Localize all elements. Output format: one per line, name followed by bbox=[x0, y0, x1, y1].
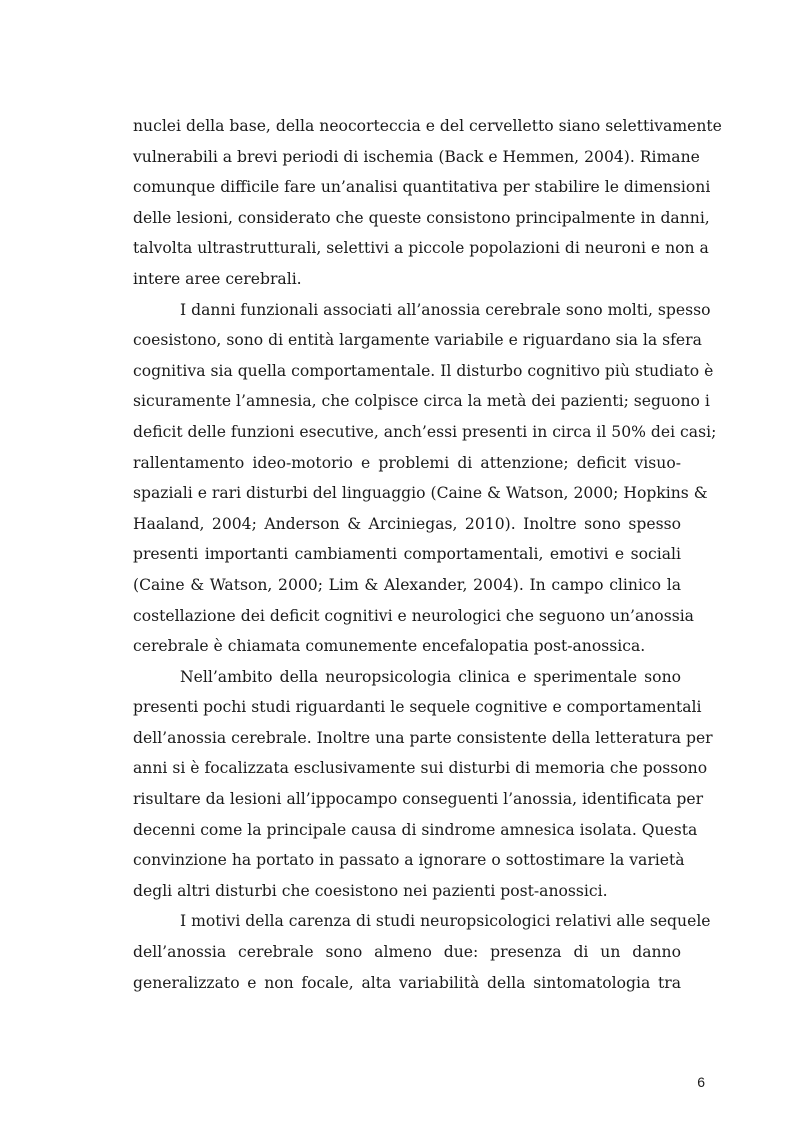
text-line: decenni come la principale causa di sindrome amnesica isolata. Questa bbox=[133, 820, 698, 839]
text-line: degli altri disturbi che coesistono nei pazienti post-anossici. bbox=[133, 881, 608, 900]
text-line: deficit delle funzioni esecutive, anch’essi presenti in circa il 50% dei casi; bbox=[133, 422, 717, 441]
page-number: 6 bbox=[697, 1074, 705, 1090]
text-line: cerebrale è chiamata comunemente encefalopatia post-anossica. bbox=[133, 637, 646, 656]
body-text bbox=[133, 111, 722, 998]
text-line: risultare da lesioni all’ippocampo conseguenti l’anossia, identificata per bbox=[133, 790, 704, 809]
text-line: (Caine & Watson, 2000; Lim & Alexander, 2004). In campo clinico la bbox=[133, 575, 681, 594]
text-line: costellazione dei deficit cognitivi e neurologici che seguono un’anossia bbox=[133, 606, 694, 625]
text-line: I motivi della carenza di studi neuropsicologici relativi alle sequele bbox=[180, 912, 711, 931]
paragraph bbox=[133, 295, 717, 662]
text-line: delle lesioni, considerato che queste consistono principalmente in danni, bbox=[133, 208, 710, 227]
text-line: sicuramente l’amnesia, che colpisce circa la metà dei pazienti; seguono i bbox=[133, 392, 710, 411]
text-line: dell’anossia cerebrale. Inoltre una parte consistente della letteratura per bbox=[133, 728, 713, 747]
text-line: Haaland, 2004; Anderson & Arciniegas, 2010). Inoltre sono spesso bbox=[133, 514, 681, 533]
text-line: generalizzato e non focale, alta variabilità della sintomatologia tra bbox=[133, 973, 681, 992]
text-line: nuclei della base, della neocorteccia e del cervelletto siano selettivamente bbox=[133, 117, 722, 135]
text-line: coesistono, sono di entità largamente variabile e riguardano sia la sfera bbox=[133, 331, 702, 350]
paragraph bbox=[133, 906, 711, 998]
text-line: vulnerabili a brevi periodi di ischemia (Back e Hemmen, 2004). Rimane bbox=[133, 147, 700, 166]
text-line: Nell’ambito della neuropsicologia clinica e sperimentale sono bbox=[180, 667, 681, 686]
text-line: intere aree cerebrali. bbox=[133, 269, 302, 288]
paragraph bbox=[133, 662, 713, 907]
text-line: rallentamento ideo-motorio e problemi di attenzione; deficit visuo- bbox=[133, 453, 681, 472]
text-line: comunque difficile fare un’analisi quantitativa per stabilire le dimensioni bbox=[133, 178, 711, 197]
text-line: convinzione ha portato in passato a ignorare o sottostimare la varietà bbox=[133, 851, 685, 870]
text-line: spaziali e rari disturbi del linguaggio (Caine & Watson, 2000; Hopkins & bbox=[133, 484, 708, 503]
text-line: dell’anossia cerebrale sono almeno due: presenza di un danno bbox=[133, 943, 681, 962]
text-line: I danni funzionali associati all’anossia cerebrale sono molti, spesso bbox=[180, 300, 711, 319]
paragraph bbox=[133, 111, 722, 295]
text-line: presenti importanti cambiamenti comportamentali, emotivi e sociali bbox=[133, 545, 681, 564]
text-line: talvolta ultrastrutturali, selettivi a piccole popolazioni di neuroni e non a bbox=[133, 239, 709, 258]
text-line: presenti pochi studi riguardanti le sequele cognitive e comportamentali bbox=[133, 698, 702, 717]
text-line: anni si è focalizzata esclusivamente sui disturbi di memoria che possono bbox=[133, 759, 708, 778]
text-line: cognitiva sia quella comportamentale. Il disturbo cognitivo più studiato è bbox=[133, 361, 714, 380]
